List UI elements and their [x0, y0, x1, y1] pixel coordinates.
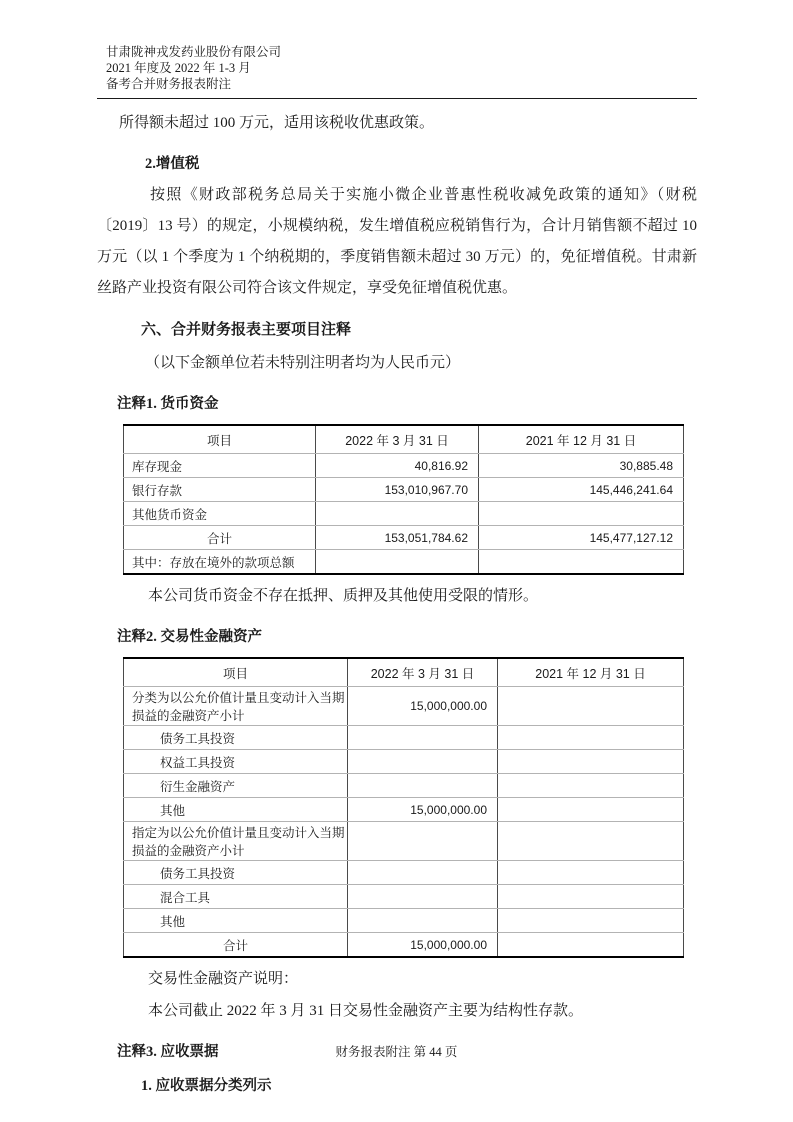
table2-value-1-0 [348, 726, 498, 750]
table2-item-6: 债务工具投资 [124, 861, 348, 885]
table2-value-4-1 [498, 798, 684, 822]
table1-header-0: 项目 [124, 425, 316, 454]
table2-row-0 [124, 687, 684, 726]
note2-remark-label: 交易性金融资产说明： [148, 971, 299, 987]
table2-item-5: 指定为以公允价值计量且变动计入当期损益的金融资产小计 [124, 822, 348, 861]
table2-value-3-0 [348, 774, 498, 798]
table2-row-7 [124, 885, 684, 909]
trading-financial-assets-header-row [124, 658, 684, 687]
table1-item-1: 银行存款 [124, 478, 316, 502]
table2-value-3-1 [498, 774, 684, 798]
table1-header-1: 2022 年 3 月 31 日 [316, 425, 479, 454]
table1-value-0-0: 40,816.92 [316, 454, 479, 478]
note1-heading: 注释1. 货币资金 [117, 396, 219, 412]
table1-value-4-1 [479, 550, 684, 575]
table1-item-2: 其他货币资金 [124, 502, 316, 526]
table1-value-3-0: 153,051,784.62 [316, 526, 479, 550]
monetary-funds-header-row [124, 425, 684, 454]
note2-heading: 注释2. 交易性金融资产 [117, 629, 262, 645]
table1-row-4 [124, 550, 684, 575]
table1-item-0: 库存现金 [124, 454, 316, 478]
table2-row-5 [124, 822, 684, 861]
table1-row-3 [124, 526, 684, 550]
table2-header-1: 2022 年 3 月 31 日 [348, 658, 498, 687]
table2-row-8 [124, 909, 684, 933]
table2-row-6 [124, 861, 684, 885]
table2-row-2 [124, 750, 684, 774]
vat-heading: 2.增值税 [145, 156, 200, 172]
table1-row-2 [124, 502, 684, 526]
table1-value-1-0: 153,010,967.70 [316, 478, 479, 502]
table2-value-9-1 [498, 933, 684, 958]
table1-value-4-0 [316, 550, 479, 575]
table2-value-6-0 [348, 861, 498, 885]
carryover-paragraph: 所得额未超过 100 万元，适用该税收优惠政策。 [119, 115, 435, 131]
table2-item-3: 衍生金融资产 [124, 774, 348, 798]
table1-header-2: 2021 年 12 月 31 日 [479, 425, 684, 454]
table1-item-4: 其中：存放在境外的款项总额 [124, 550, 316, 575]
table1-value-0-1: 30,885.48 [479, 454, 684, 478]
trading-financial-assets-table [123, 657, 684, 958]
table2-value-1-1 [498, 726, 684, 750]
company-name: 甘肃陇神戎发药业股份有限公司 [106, 45, 282, 59]
table2-item-1: 债务工具投资 [124, 726, 348, 750]
table2-value-0-1 [498, 687, 684, 726]
section-six-heading: 六、合并财务报表主要项目注释 [141, 322, 352, 338]
note3-sub-heading: 1. 应收票据分类列示 [141, 1078, 272, 1094]
table2-header-2: 2021 年 12 月 31 日 [498, 658, 684, 687]
table2-value-6-1 [498, 861, 684, 885]
table2-value-0-0: 15,000,000.00 [348, 687, 498, 726]
vat-paragraph: 按照《财政部税务总局关于实施小微企业普惠性税收减免政策的通知》（财税〔2019〕13 号）的规定，小规模纳税，发生增值税应税销售行为，合计月销售额不超过 10 万元（以 1 个季度为 1 个纳税期的，季度销售额未超过 30 万元）的，免征增值税。甘肃新丝路产业投资有限公司符合该文件规定，享受免征增值税优惠。 [97, 187, 697, 296]
table1-row-1 [124, 478, 684, 502]
table2-item-0: 分类为以公允价值计量且变动计入当期损益的金融资产小计 [124, 687, 348, 726]
running-header [97, 44, 697, 99]
table2-item-2: 权益工具投资 [124, 750, 348, 774]
table1-value-2-0 [316, 502, 479, 526]
table1-row-0 [124, 454, 684, 478]
table2-row-9 [124, 933, 684, 958]
table2-row-3 [124, 774, 684, 798]
table2-value-8-0 [348, 909, 498, 933]
table1-value-3-1: 145,477,127.12 [479, 526, 684, 550]
document-title: 备考合并财务报表附注 [106, 77, 232, 91]
table1-value-1-1: 145,446,241.64 [479, 478, 684, 502]
table2-value-2-0 [348, 750, 498, 774]
table2-value-7-0 [348, 885, 498, 909]
table2-value-9-0: 15,000,000.00 [348, 933, 498, 958]
table2-row-1 [124, 726, 684, 750]
table2-value-7-1 [498, 885, 684, 909]
table2-value-5-0 [348, 822, 498, 861]
table1-item-3: 合计 [124, 526, 316, 550]
currency-unit-note: （以下金额单位若未特别注明者均为人民币元） [145, 355, 461, 371]
table2-value-5-1 [498, 822, 684, 861]
table2-value-8-1 [498, 909, 684, 933]
table2-header-0: 项目 [124, 658, 348, 687]
table2-row-4 [124, 798, 684, 822]
table1-value-2-1 [479, 502, 684, 526]
note3-heading: 注释3. 应收票据 [117, 1044, 219, 1060]
table2-item-4: 其他 [124, 798, 348, 822]
page-footer: 财务报表附注 第 44 页 [335, 1045, 458, 1059]
report-period: 2021 年度及 2022 年 1-3 月 [106, 61, 251, 75]
table2-item-9: 合计 [124, 933, 348, 958]
note2-remark: 本公司截止 2022 年 3 月 31 日交易性金融资产主要为结构性存款。 [148, 1003, 584, 1019]
table2-value-2-1 [498, 750, 684, 774]
table2-value-4-0: 15,000,000.00 [348, 798, 498, 822]
table2-item-7: 混合工具 [124, 885, 348, 909]
monetary-funds-table [123, 424, 684, 575]
table2-item-8: 其他 [124, 909, 348, 933]
note1-remark: 本公司货币资金不存在抵押、质押及其他使用受限的情形。 [148, 588, 539, 604]
